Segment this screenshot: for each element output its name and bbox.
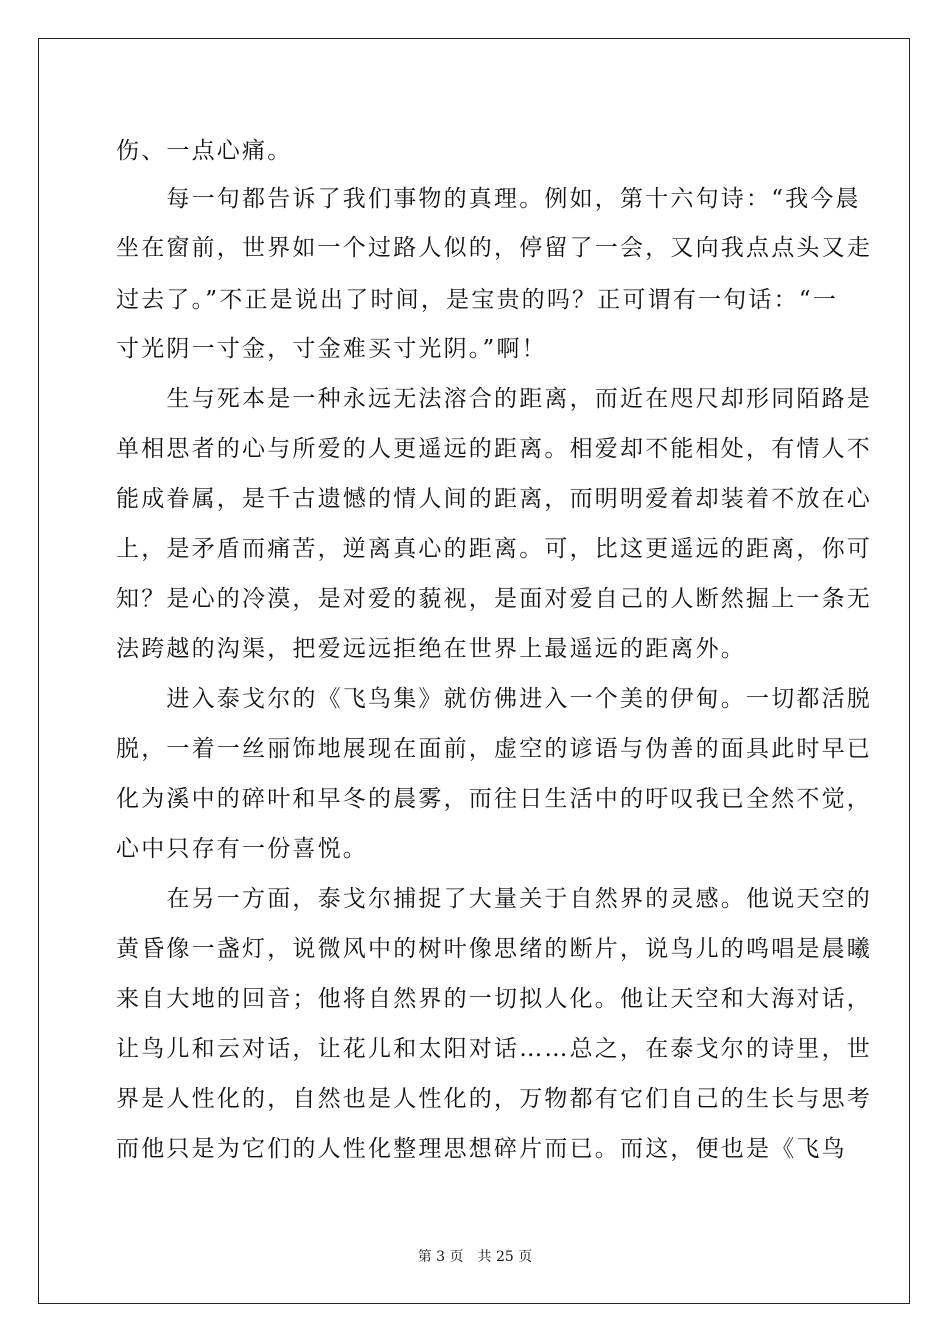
page-number: 第 3 页 xyxy=(417,1249,464,1265)
text-line: 进入泰戈尔的《飞鸟集》就仿佛进入一个美的伊甸。一切都活脱 xyxy=(116,686,872,712)
text-line: 过去了。”不正是说出了时间，是宝贵的吗？正可谓有一句话：“一 xyxy=(116,287,839,313)
text-line: 脱，一着一丝丽饰地展现在面前，虚空的谚语与伪善的面具此时早已 xyxy=(116,736,872,762)
text-line: 来自大地的回音；他将自然界的一切拟人化。他让天空和大海对话， xyxy=(116,986,872,1012)
text-line: 每一句都告诉了我们事物的真理。例如，第十六句诗：“我今晨 xyxy=(116,186,861,212)
text-line: 让鸟儿和云对话，让花儿和太阳对话……总之，在泰戈尔的诗里，世 xyxy=(116,1036,872,1062)
text-line: 单相思者的心与所爱的人更遥远的距离。相爱却不能相处，有情人不 xyxy=(116,436,872,462)
text-line: 知？是心的冷漠，是对爱的藐视，是面对爱自己的人断然掘上一条无 xyxy=(116,586,872,612)
text-line: 生与死本是一种永远无法溶合的距离，而近在咫尺却形同陌路是 xyxy=(116,386,872,412)
text-line: 黄昏像一盏灯，说微风中的树叶像思绪的断片，说鸟儿的鸣唱是晨曦 xyxy=(116,936,872,962)
text-line: 化为溪中的碎叶和早冬的晨雾，而往日生活中的吁叹我已全然不觉， xyxy=(116,786,872,812)
text-line: 寸光阴一寸金，寸金难买寸光阴。”啊！ xyxy=(116,336,547,362)
text-line: 上，是矛盾而痛苦，逆离真心的距离。可，比这更遥远的距离，你可 xyxy=(116,536,872,562)
text-line: 法跨越的沟渠，把爱远远拒绝在世界上最遥远的距离外。 xyxy=(116,636,746,662)
text-line: 伤、一点心痛。 xyxy=(116,138,293,164)
text-line: 坐在窗前，世界如一个过路人似的，停留了一会，又向我点点头又走 xyxy=(116,235,872,261)
text-line: 在另一方面，泰戈尔捕捉了大量关于自然界的灵感。他说天空的 xyxy=(116,886,872,912)
page-footer xyxy=(0,1248,950,1266)
page-total: 共 25 页 xyxy=(477,1249,533,1265)
text-line: 界是人性化的，自然也是人性化的，万物都有它们自己的生长与思考 xyxy=(116,1086,872,1112)
text-line: 而他只是为它们的人性化整理思想碎片而已。而这，便也是《飞鸟 xyxy=(116,1136,847,1162)
page-border xyxy=(38,38,910,1304)
text-line: 心中只存有一份喜悦。 xyxy=(116,836,368,862)
text-line: 能成眷属，是千古遗憾的情人间的距离，而明明爱着却装着不放在心 xyxy=(116,486,872,512)
